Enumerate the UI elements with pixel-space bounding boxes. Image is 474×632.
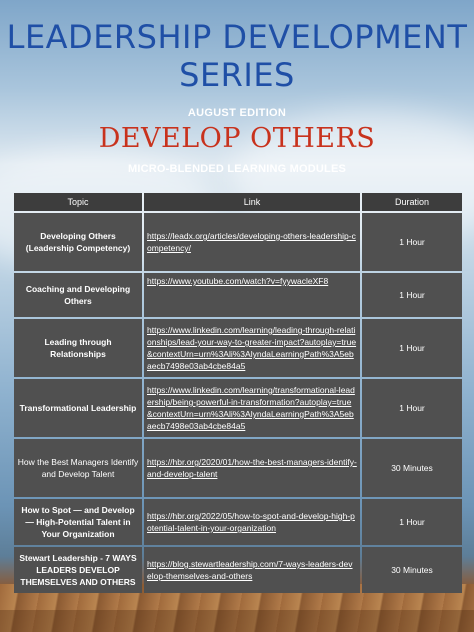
topic-cell: Coaching and Developing Others	[14, 273, 142, 317]
table-row	[14, 213, 462, 271]
table-row	[14, 379, 462, 437]
edition-label: AUGUST EDITION	[187, 107, 287, 119]
topic-cell: Developing Others (Leadership Competency)	[14, 213, 142, 271]
duration-cell: 30 Minutes	[362, 439, 462, 497]
topic-cell: Stewart Leadership - 7 WAYS LEADERS DEVELOP THEMSELVES AND OTHERS	[14, 547, 142, 593]
table-row	[14, 499, 462, 545]
series-title: LEADERSHIP DEVELOPMENT SERIES	[6, 18, 468, 94]
link-cell	[144, 273, 360, 317]
table-row	[14, 439, 462, 497]
column-header-duration: Duration	[362, 193, 462, 211]
module-link[interactable]: https://www.linkedin.com/learning/transformational-leadership/being-powerful-in-transformation?autoplay=true&contextUrn=urn%3Ali%3AlyndaLearningPath%3A5ebaecb7498e03ab4cbe84a5	[147, 385, 355, 431]
module-link[interactable]: https://blog.stewartleadership.com/7-ways-leaders-develop-themselves-and-others	[147, 559, 353, 581]
module-link[interactable]: https://www.linkedin.com/learning/leading-through-relationships/lead-your-way-to-greater-impact?autoplay=true&contextUrn=urn%3Ali%3AlyndaLearningPath%3A5ebaecb7498e03ab4cbe84a5	[147, 325, 357, 371]
duration-cell: 1 Hour	[362, 319, 462, 377]
link-cell	[144, 499, 360, 545]
link-cell	[144, 379, 360, 437]
duration-cell: 1 Hour	[362, 379, 462, 437]
duration-cell: 1 Hour	[362, 499, 462, 545]
link-cell	[144, 439, 360, 497]
topic-cell: How to Spot — and Develop — High-Potential Talent in Your Organization	[14, 499, 142, 545]
table-header-row	[14, 193, 462, 211]
module-link[interactable]: https://www.youtube.com/watch?v=fyywacleXF8	[147, 276, 329, 286]
topic-cell: Leading through Relationships	[14, 319, 142, 377]
table-row	[14, 547, 462, 593]
duration-cell: 1 Hour	[362, 273, 462, 317]
link-cell	[144, 547, 360, 593]
module-link[interactable]: https://hbr.org/2020/01/how-the-best-managers-identify-and-develop-talent	[147, 457, 357, 479]
modules-subtitle: MICRO-BLENDED LEARNING MODULES	[127, 163, 347, 175]
table-row	[14, 273, 462, 317]
link-cell	[144, 213, 360, 271]
subject-heading: DEVELOP OTHERS	[98, 123, 376, 154]
topic-cell: How the Best Managers Identify and Develop Talent	[14, 439, 142, 497]
duration-cell: 1 Hour	[362, 213, 462, 271]
table-row	[14, 319, 462, 377]
column-header-topic: Topic	[14, 193, 142, 211]
duration-cell: 30 Minutes	[362, 547, 462, 593]
module-link[interactable]: https://leadx.org/articles/developing-others-leadership-competency/	[147, 231, 356, 253]
link-cell	[144, 319, 360, 377]
module-link[interactable]: https://hbr.org/2022/05/how-to-spot-and-develop-high-potential-talent-in-your-organization	[147, 511, 355, 533]
column-header-link: Link	[144, 193, 360, 211]
topic-cell: Transformational Leadership	[14, 379, 142, 437]
modules-table	[12, 191, 464, 595]
wooden-deck-shadow	[0, 610, 474, 632]
